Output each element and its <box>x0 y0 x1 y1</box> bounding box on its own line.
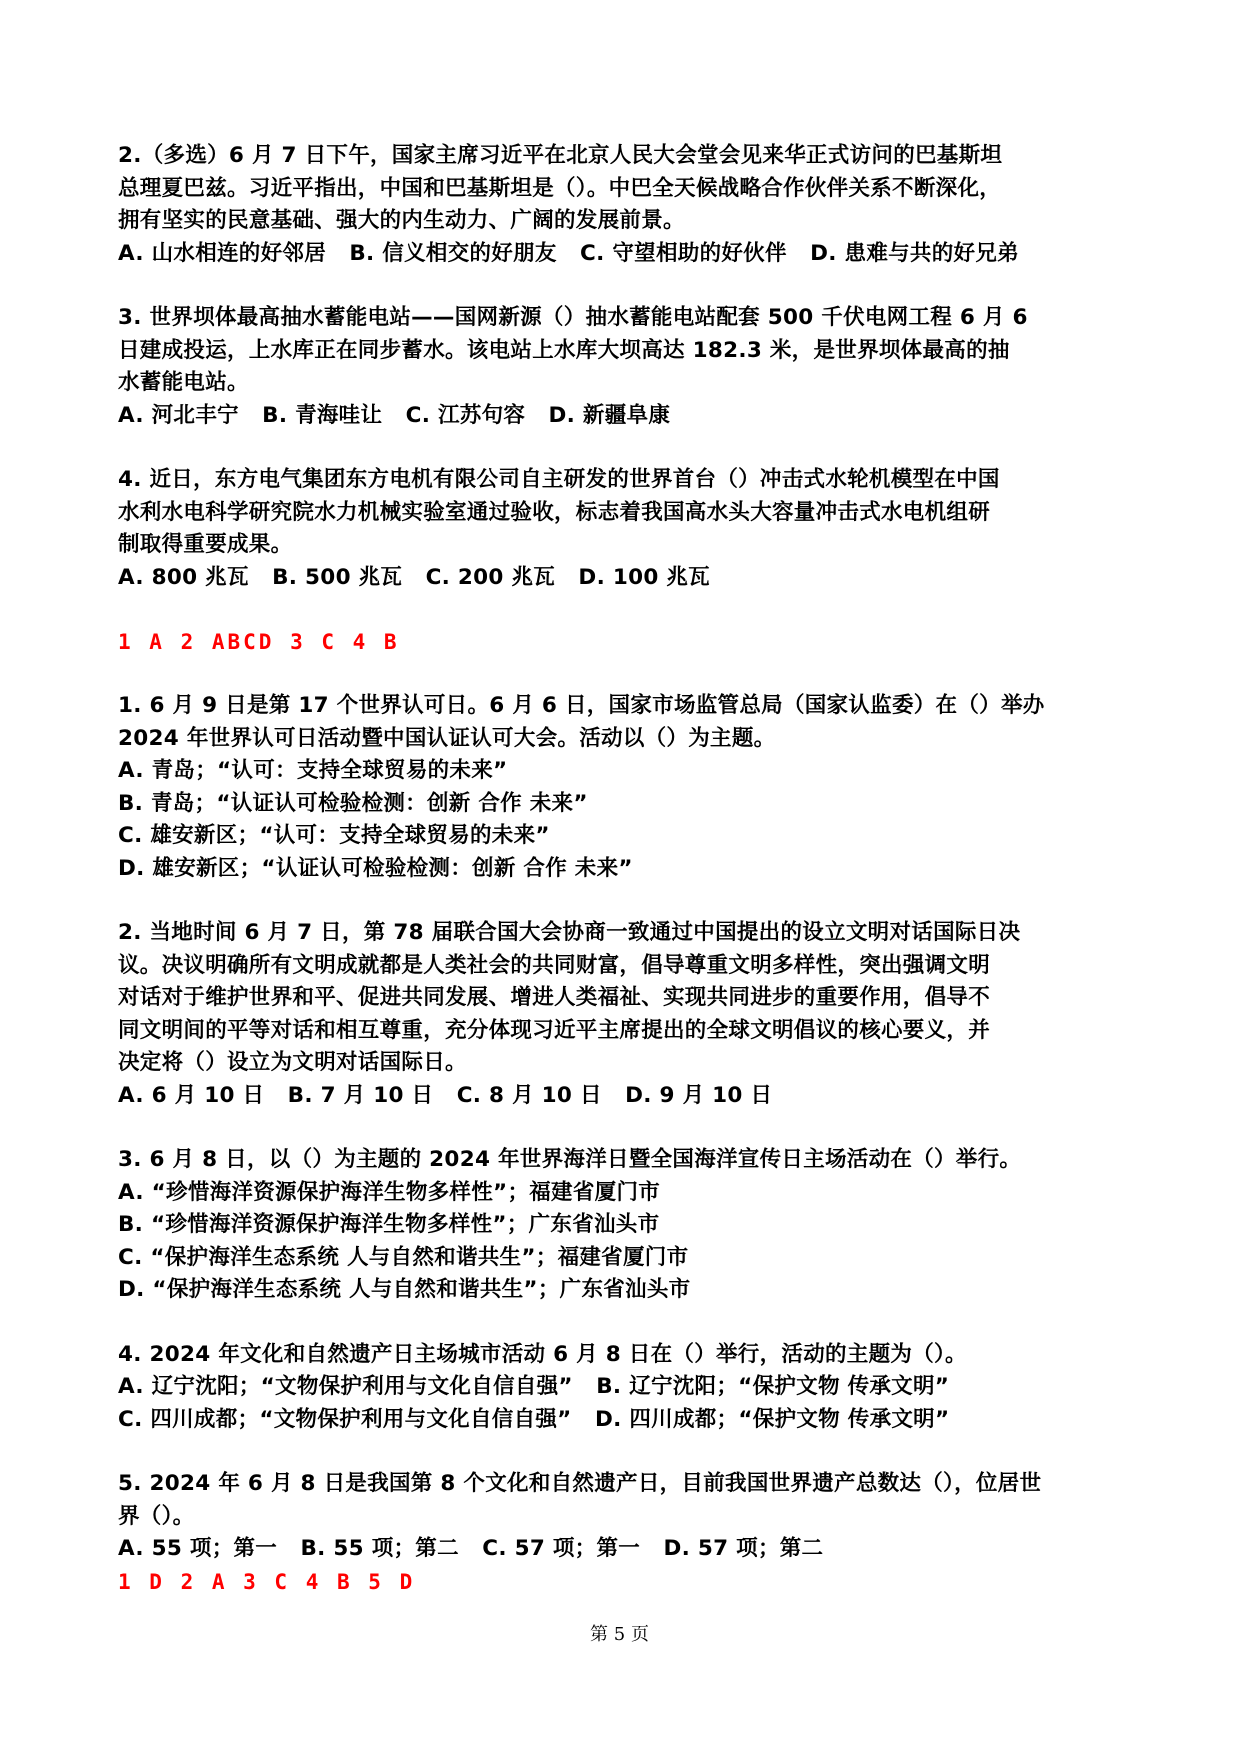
question-s2-q3 <box>118 1144 1128 1307</box>
question-option: B. “珍惜海洋资源保护海洋生物多样性”；广东省汕头市 <box>118 1212 660 1237</box>
question-line: 同文明间的平等对话和相互尊重，充分体现习近平主席提出的全球文明倡议的核心要义，并 <box>118 1017 991 1043</box>
page-number: 第 5 页 <box>590 1624 649 1645</box>
question-options: C. 四川成都；“文物保护利用与文化自信自强” D. 四川成都；“保护文物 传承文明” <box>118 1406 950 1432</box>
question-options: A. 山水相连的好邻居 B. 信义相交的好朋友 C. 守望相助的好伙伴 D. 患难与共的好兄弟 <box>118 240 1019 266</box>
question-s2-q1 <box>118 690 1128 885</box>
question-line: 3. 6 月 8 日，以（）为主题的 2024 年世界海洋日暨全国海洋宣传日主场活动在（）举行。 <box>118 1147 1022 1172</box>
question-options: A. 55 项；第一 B. 55 项；第二 C. 57 项；第一 D. 57 项；第二 <box>118 1536 824 1561</box>
question-option: A. “珍惜海洋资源保护海洋生物多样性”；福建省厦门市 <box>118 1179 661 1205</box>
question-line: 4. 2024 年文化和自然遗产日主场城市活动 6 月 8 日在（）举行，活动的主题为（）。 <box>118 1341 967 1367</box>
question-s1-q3 <box>118 302 1128 432</box>
question-line: 决定将（）设立为文明对话国际日。 <box>118 1050 467 1075</box>
question-options: A. 6 月 10 日 B. 7 月 10 日 C. 8 月 10 日 D. 9 月 10 日 <box>118 1082 773 1108</box>
question-line: 2.（多选）6 月 7 日下午，国家主席习近平在北京人民大会堂会见来华正式访问的巴基斯坦 <box>118 143 1003 168</box>
question-line: 2. 当地时间 6 月 7 日，第 78 届联合国大会协商一致通过中国提出的设立文明对话国际日决 <box>118 920 1021 945</box>
question-s1-q2 <box>118 140 1128 270</box>
question-s2-q5 <box>118 1468 1128 1566</box>
answer-key-section2: 1 D 2 A 3 C 4 B 5 D <box>118 1569 416 1594</box>
question-line: 总理夏巴兹。习近平指出，中国和巴基斯坦是（）。中巴全天候战略合作伙伴关系不断深化， <box>118 175 1002 201</box>
question-line: 水利水电科学研究院水力机械实验室通过验收，标志着我国高水头大容量冲击式水电机组研 <box>118 499 991 525</box>
question-option: A. 青岛；“认可：支持全球贸易的未来” <box>118 758 508 783</box>
question-line: 制取得重要成果。 <box>118 532 293 557</box>
question-option: D. “保护海洋生态系统 人与自然和谐共生”；广东省汕头市 <box>118 1277 691 1302</box>
question-line: 5. 2024 年 6 月 8 日是我国第 8 个文化和自然遗产日，目前我国世界遗产总数达（），位居世 <box>118 1471 1042 1496</box>
question-line: 议。决议明确所有文明成就都是人类社会的共同财富，倡导尊重文明多样性，突出强调文明 <box>118 952 991 978</box>
question-s2-q4 <box>118 1339 1128 1437</box>
question-s2-q2 <box>118 917 1128 1112</box>
question-line: 拥有坚实的民意基础、强大的内生动力、广阔的发展前景。 <box>118 208 685 233</box>
question-options: A. 辽宁沈阳；“文物保护利用与文化自信自强” B. 辽宁沈阳；“保护文物 传承文明” <box>118 1374 950 1399</box>
question-line: 对话对于维护世界和平、促进共同发展、增进人类福祉、实现共同进步的重要作用，倡导不 <box>118 985 991 1010</box>
question-line: 水蓄能电站。 <box>118 370 249 395</box>
page-content <box>118 140 1128 1598</box>
question-line: 4. 近日，东方电气集团东方电机有限公司自主研发的世界首台（）冲击式水轮机模型在中国 <box>118 467 1000 492</box>
question-line: 1. 6 月 9 日是第 17 个世界认可日。6 月 6 日，国家市场监管总局（国家认监委）在（）举办 <box>118 693 1045 718</box>
question-options: A. 河北丰宁 B. 青海哇让 C. 江苏句容 D. 新疆阜康 <box>118 402 671 428</box>
question-option: D. 雄安新区；“认证认可检验检测：创新 合作 未来” <box>118 855 633 881</box>
question-option: C. 雄安新区；“认可：支持全球贸易的未来” <box>118 823 550 848</box>
question-s1-q4 <box>118 464 1128 594</box>
answer-key-section1: 1 A 2 ABCD 3 C 4 B <box>118 630 400 654</box>
question-line: 界（）。 <box>118 1503 195 1529</box>
question-option: C. “保护海洋生态系统 人与自然和谐共生”；福建省厦门市 <box>118 1244 689 1270</box>
question-option: B. 青岛；“认证认可检验检测：创新 合作 未来” <box>118 790 588 816</box>
question-line: 日建成投运，上水库正在同步蓄水。该电站上水库大坝高达 182.3 米，是世界坝体最高的抽 <box>118 337 1010 363</box>
question-line: 2024 年世界认可日活动暨中国认证认可大会。活动以（）为主题。 <box>118 725 776 751</box>
question-options: A. 800 兆瓦 B. 500 兆瓦 C. 200 兆瓦 D. 100 兆瓦 <box>118 564 710 590</box>
question-line: 3. 世界坝体最高抽水蓄能电站——国网新源（）抽水蓄能电站配套 500 千伏电网工程 6 月 6 <box>118 305 1028 330</box>
